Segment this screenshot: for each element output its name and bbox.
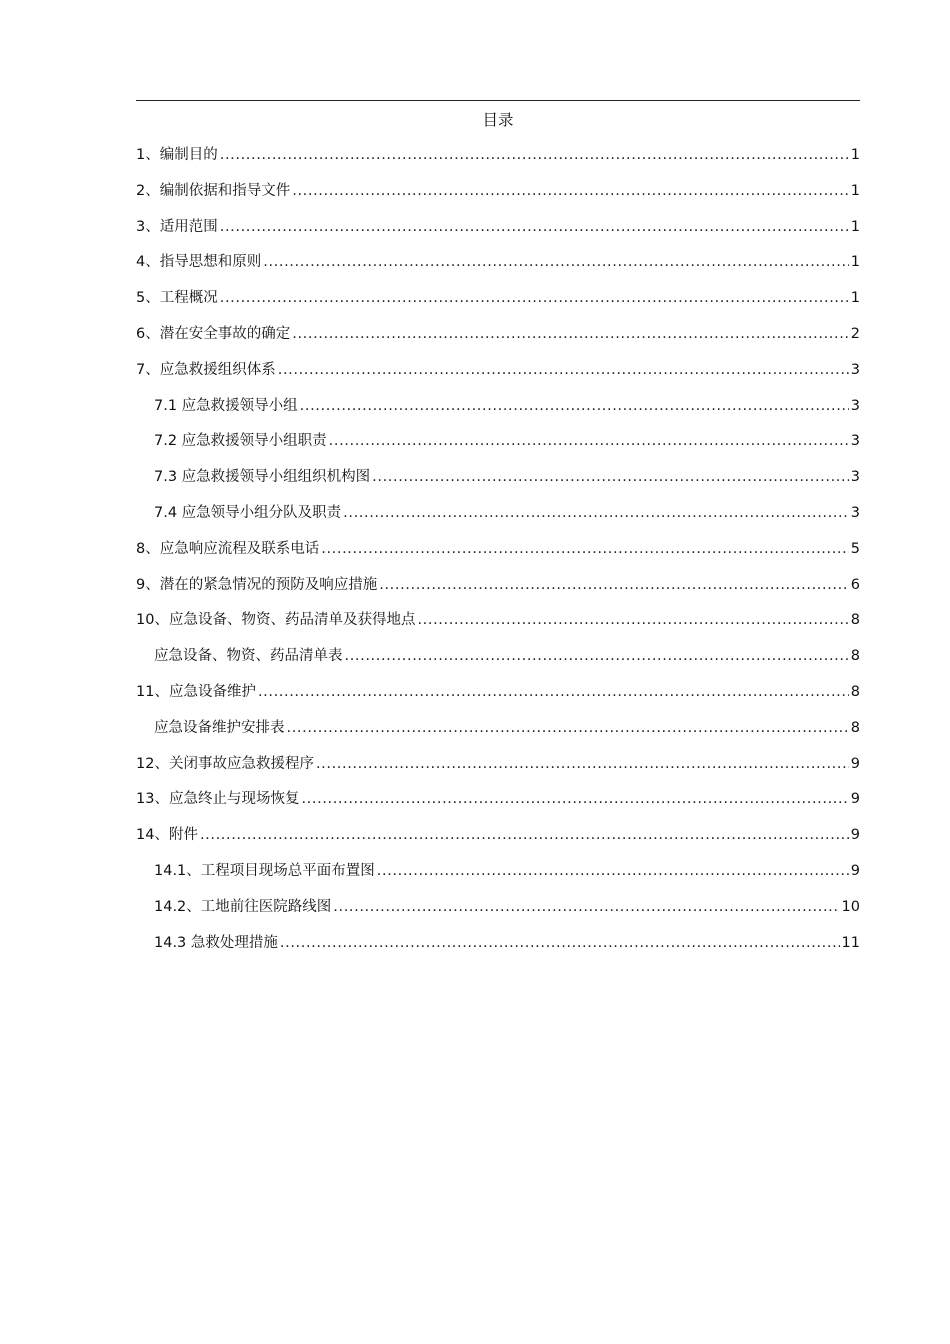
toc-entry[interactable] (136, 680, 860, 716)
toc-entry[interactable] (136, 394, 860, 430)
toc-entry[interactable] (136, 322, 860, 358)
toc-entry-page-number: 10 (841, 898, 860, 915)
toc-entry-page-number: 3 (850, 504, 860, 521)
toc-entry-label: 3、适用范围 (136, 218, 218, 235)
toc-dot-leader (372, 465, 849, 489)
toc-entry-page-number: 1 (850, 182, 860, 199)
toc-entry-label: 12、关闭事故应急救援程序 (136, 755, 314, 772)
toc-dot-leader (333, 895, 839, 919)
toc-entry[interactable] (136, 895, 860, 931)
toc-entry[interactable] (136, 787, 860, 823)
toc-entry-label: 应急设备维护安排表 (154, 719, 285, 736)
toc-dot-leader (287, 716, 849, 740)
toc-entry-label: 应急设备、物资、药品清单表 (154, 648, 343, 665)
toc-dot-leader (220, 286, 849, 310)
toc-entry-page-number: 3 (850, 469, 860, 486)
toc-dot-leader (417, 608, 848, 632)
toc-entry[interactable] (136, 931, 860, 967)
toc-dot-leader (300, 394, 849, 418)
toc-dot-leader (280, 931, 840, 955)
toc-entry-page-number: 3 (850, 361, 860, 378)
toc-entry-page-number: 5 (850, 540, 860, 557)
toc-entry[interactable] (136, 429, 860, 465)
toc-entry-page-number: 8 (850, 612, 860, 629)
toc-title: 目录 (482, 111, 514, 129)
toc-entry-page-number: 1 (850, 218, 860, 235)
toc-entry[interactable] (136, 859, 860, 895)
toc-dot-leader (220, 215, 849, 239)
toc-dot-leader (258, 680, 849, 704)
toc-entry-label: 7.4 应急领导小组分队及职责 (154, 504, 342, 521)
toc-dot-leader (301, 787, 848, 811)
toc-dot-leader (321, 537, 849, 561)
toc-entry-label: 8、应急响应流程及联系电话 (136, 540, 320, 557)
toc-entry[interactable] (136, 716, 860, 752)
table-of-contents (136, 143, 860, 966)
toc-dot-leader (220, 143, 849, 167)
toc-entry-label: 5、工程概况 (136, 290, 218, 307)
toc-entry-label: 1、编制目的 (136, 147, 218, 163)
toc-entry-label: 14.3 急救处理措施 (154, 934, 278, 951)
header-rule (136, 100, 860, 101)
toc-entry-label: 11、应急设备维护 (136, 683, 256, 700)
toc-entry-page-number: 2 (850, 325, 860, 342)
toc-entry-label: 7.3 应急救援领导小组组织机构图 (154, 469, 371, 486)
toc-dot-leader (263, 250, 849, 274)
toc-entry-page-number: 1 (850, 290, 860, 307)
toc-dot-leader (377, 859, 849, 883)
toc-entry-page-number: 11 (841, 934, 860, 951)
toc-entry[interactable] (136, 143, 860, 179)
toc-dot-leader (345, 644, 849, 668)
toc-dot-leader (329, 429, 849, 453)
toc-entry-page-number: 9 (850, 862, 860, 879)
toc-dot-leader (292, 322, 849, 346)
toc-entry-page-number: 9 (850, 791, 860, 808)
toc-entry-page-number: 3 (850, 397, 860, 414)
toc-entry-label: 4、指导思想和原则 (136, 254, 262, 271)
toc-dot-leader (379, 573, 849, 597)
toc-entry[interactable] (136, 823, 860, 859)
toc-dot-leader (316, 752, 849, 776)
toc-entry-label: 14.2、工地前往医院路线图 (154, 898, 332, 915)
toc-entry-label: 6、潜在安全事故的确定 (136, 325, 291, 342)
toc-entry-label: 14、附件 (136, 827, 198, 844)
toc-entry[interactable] (136, 465, 860, 501)
toc-entry-label: 9、潜在的紧急情况的预防及响应措施 (136, 576, 378, 593)
toc-entry-page-number: 1 (850, 254, 860, 271)
toc-entry[interactable] (136, 752, 860, 788)
toc-dot-leader (292, 179, 849, 203)
toc-entry-label: 7.2 应急救援领导小组职责 (154, 433, 327, 450)
toc-dot-leader (200, 823, 849, 847)
toc-entry-page-number: 9 (850, 755, 860, 772)
toc-entry[interactable] (136, 179, 860, 215)
toc-entry[interactable] (136, 501, 860, 537)
toc-entry-label: 14.1、工程项目现场总平面布置图 (154, 862, 375, 879)
toc-entry[interactable] (136, 250, 860, 286)
toc-entry[interactable] (136, 358, 860, 394)
toc-entry-page-number: 6 (850, 576, 860, 593)
toc-entry-page-number: 8 (850, 683, 860, 700)
toc-entry[interactable] (136, 644, 860, 680)
toc-entry[interactable] (136, 215, 860, 251)
toc-dot-leader (278, 358, 849, 382)
toc-entry-label: 2、编制依据和指导文件 (136, 182, 291, 199)
toc-entry-label: 7、应急救援组织体系 (136, 361, 276, 378)
toc-entry[interactable] (136, 537, 860, 573)
toc-entry-page-number: 8 (850, 648, 860, 665)
toc-entry-label: 13、应急终止与现场恢复 (136, 791, 300, 808)
toc-entry-label: 7.1 应急救援领导小组 (154, 397, 298, 414)
toc-entry-page-number: 3 (850, 433, 860, 450)
toc-entry-page-number: 8 (850, 719, 860, 736)
toc-entry-page-number: 1 (850, 147, 860, 163)
toc-dot-leader (343, 501, 849, 525)
toc-entry[interactable] (136, 286, 860, 322)
toc-entry-label: 10、应急设备、物资、药品清单及获得地点 (136, 612, 416, 629)
toc-entry-page-number: 9 (850, 827, 860, 844)
toc-entry[interactable] (136, 608, 860, 644)
toc-entry[interactable] (136, 573, 860, 609)
